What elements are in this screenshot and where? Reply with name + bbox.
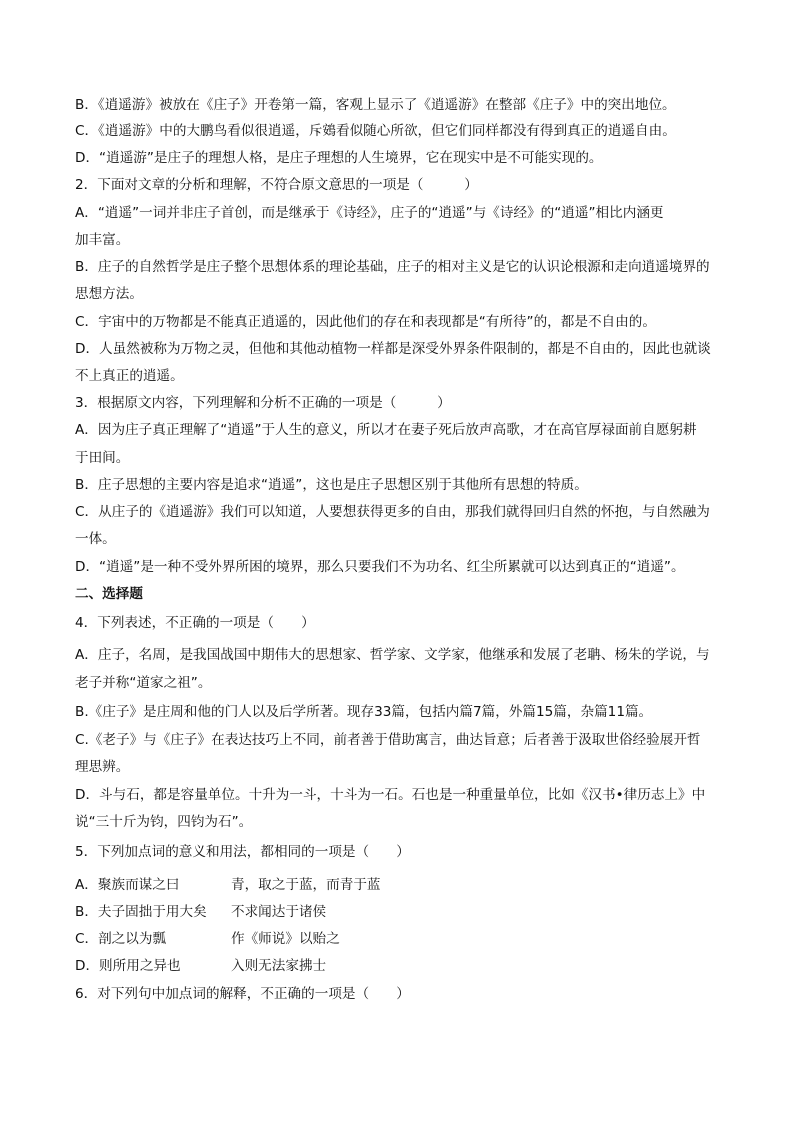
option-line: C．从庄子的《逍遥游》我们可以知道，人要想获得更多的自由，那我们就得回归自然的怀抱，与自然融为 <box>75 504 710 520</box>
option-line: B.《庄子》是庄周和他的门人以及后学所著。现存33篇，包括内篇7篇，外篇15篇，杂篇11篇。 <box>75 704 653 720</box>
option-pair-left: C．剖之以为瓢 <box>75 931 167 947</box>
option-pair-right: 不求闻达于诸侯 <box>231 904 327 920</box>
question-2: 2．下面对文章的分析和理解，不符合原文意思的一项是（ ） <box>75 177 478 193</box>
question-5: 5．下列加点词的意义和用法，都相同的一项是（ ） <box>75 844 410 860</box>
option-pair <box>75 903 725 921</box>
option-pair-right: 入则无法家拂士 <box>231 958 327 974</box>
option-line: 不上真正的逍遥。 <box>75 368 184 384</box>
question-3: 3．根据原文内容，下列理解和分析不正确的一项是（ ） <box>75 395 451 411</box>
option-line: A．“逍遥”一词并非庄子首创，而是继承于《诗经》，庄子的“逍遥”与《诗经》的“逍遥”相比内涵更 <box>75 205 664 221</box>
option-line: 老子并称“道家之祖”。 <box>75 675 212 691</box>
option-line: C．宇宙中的万物都是不能真正逍遥的，因此他们的存在和表现都是“有所待”的，都是不自由的。 <box>75 314 656 330</box>
option-pair-right: 青，取之于蓝，而青于蓝 <box>231 877 381 893</box>
option-line: B．庄子思想的主要内容是追求“逍遥”，这也是庄子思想区别于其他所有思想的特质。 <box>75 477 588 493</box>
option-line: B．庄子的自然哲学是庄子整个思想体系的理论基础，庄子的相对主义是它的认识论根源和走向逍遥境界的 <box>75 259 710 275</box>
option-pair <box>75 876 725 894</box>
option-line: 加丰富。 <box>75 232 130 248</box>
option-line: D．斗与石，都是容量单位。十升为一斗，十斗为一石。石也是一种重量单位，比如《汉书•律历志上》中 <box>75 787 706 803</box>
question-6: 6．对下列句中加点词的解释，不正确的一项是（ ） <box>75 986 410 1002</box>
option-line: 说“三十斤为钧，四钧为石”。 <box>75 814 253 830</box>
option-line: 一体。 <box>75 531 116 547</box>
option-line: A．因为庄子真正理解了“逍遥”于人生的意义，所以才在妻子死后放声高歌，才在高官厚禄面前自愿躬耕 <box>75 422 697 438</box>
option-line: B．《逍遥游》被放在《庄子》开卷第一篇，客观上显示了《逍遥游》在整部《庄子》中的突出地位。 <box>75 97 676 113</box>
option-pair-left: A．聚族而谋之曰 <box>75 877 180 893</box>
question-4: 4．下列表述，不正确的一项是（ ） <box>75 615 315 631</box>
option-line: 理思辨。 <box>75 759 130 775</box>
option-line: D．人虽然被称为万物之灵，但他和其他动植物一样都是深受外界条件限制的，都是不自由的，因此也就谈 <box>75 341 711 357</box>
option-line: 思想方法。 <box>75 286 143 302</box>
option-line: 于田间。 <box>75 450 130 466</box>
option-pair-left: B．夫子固拙于用大矣 <box>75 904 207 920</box>
option-pair <box>75 957 725 975</box>
section-heading: 二、选择题 <box>75 586 143 602</box>
option-line: A．庄子，名周，是我国战国中期伟大的思想家、哲学家、文学家，他继承和发展了老聃、杨朱的学说，与 <box>75 647 710 663</box>
option-pair <box>75 930 725 948</box>
option-line: D．“逍遥”是一种不受外界所困的境界，那么只要我们不为功名、红尘所累就可以达到真正的“逍遥”。 <box>75 559 685 575</box>
option-line: C.《老子》与《庄子》在表达技巧上不同，前者善于借助寓言，曲达旨意；后者善于汲取世俗经验展开哲 <box>75 732 701 748</box>
option-line: C．《逍遥游》中的大鹏鸟看似很逍遥，斥鴳看似随心所欲，但它们同样都没有得到真正的逍遥自由。 <box>75 123 676 139</box>
option-pair-right: 作《师说》以贻之 <box>231 931 340 947</box>
option-pair-left: D．则所用之异也 <box>75 958 181 974</box>
option-line: D．“逍遥游”是庄子的理想人格，是庄子理想的人生境界，它在现实中是不可能实现的。 <box>75 150 603 166</box>
